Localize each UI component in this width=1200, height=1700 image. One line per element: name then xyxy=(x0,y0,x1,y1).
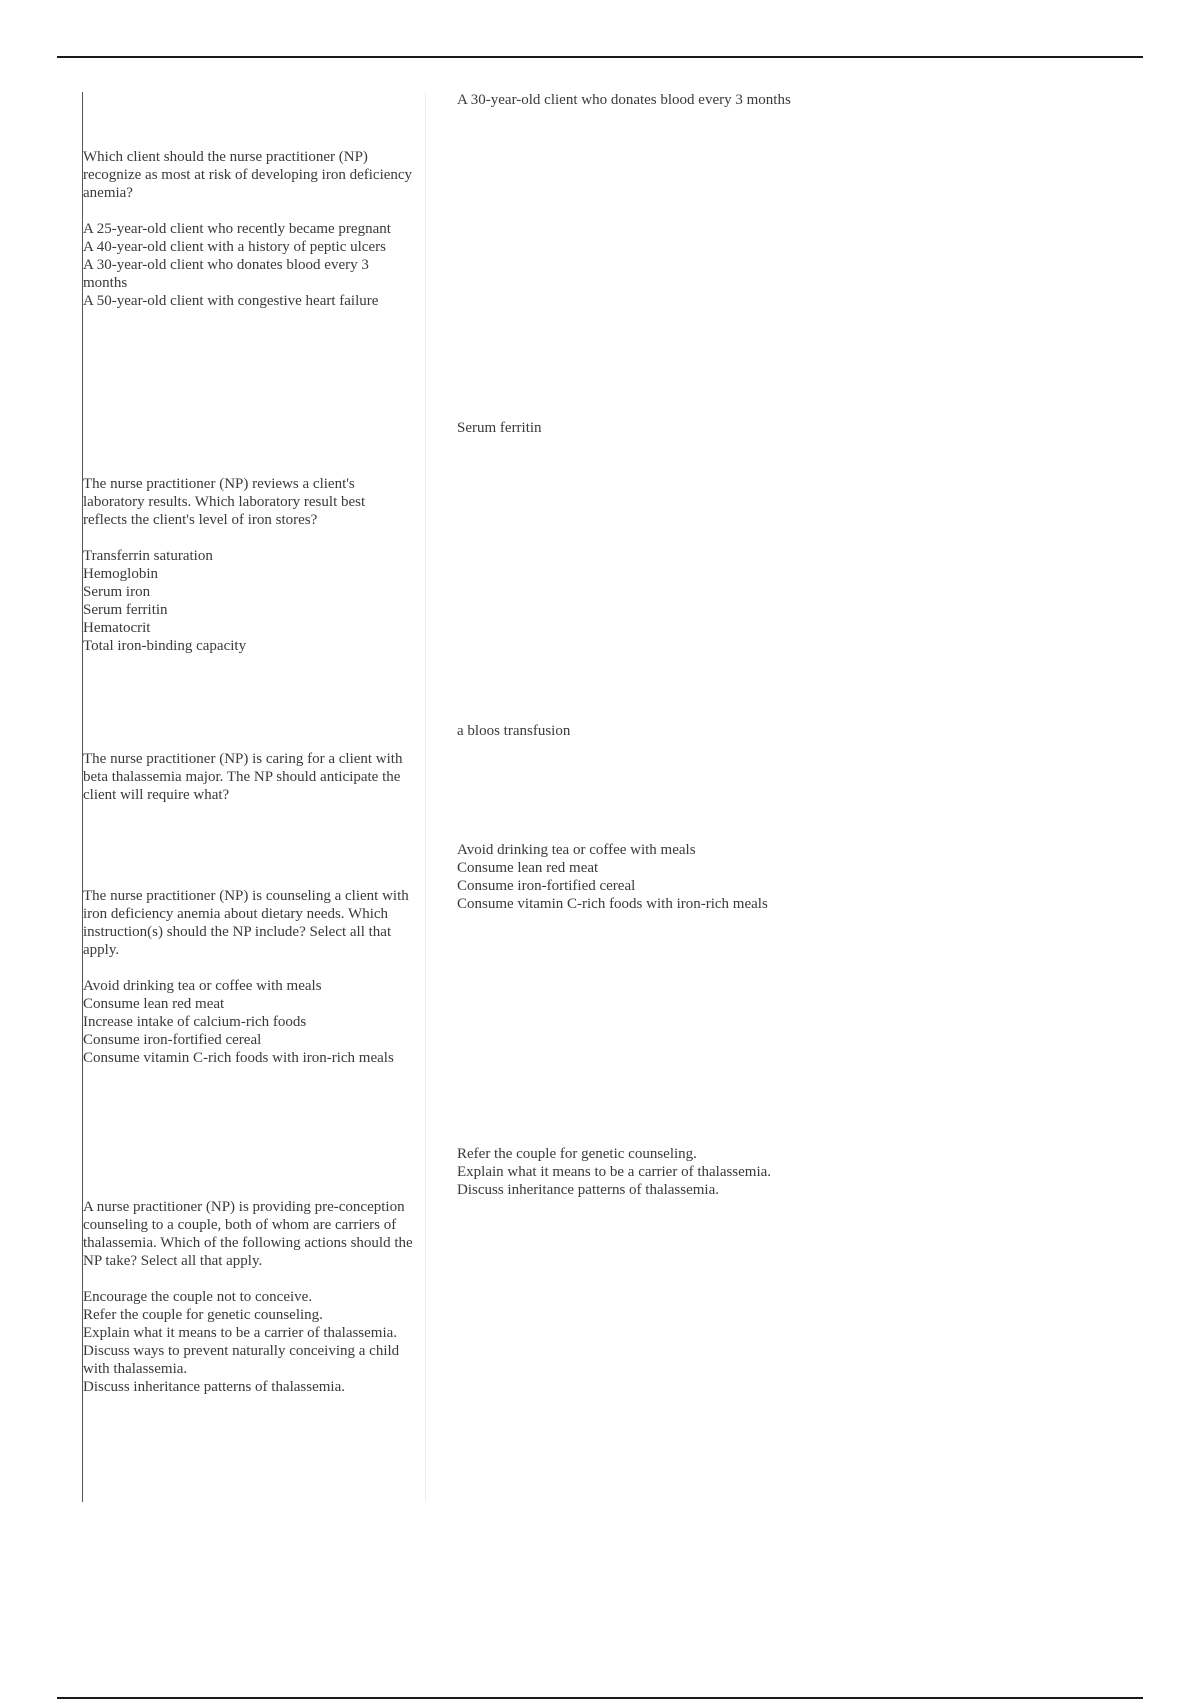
option-item: Serum ferritin xyxy=(83,602,168,618)
option-item: Consume vitamin C-rich foods with iron-rich meals xyxy=(83,1050,394,1066)
option-item: Increase intake of calcium-rich foods xyxy=(83,1014,307,1030)
answer-line: a bloos transfusion xyxy=(457,723,571,739)
answer-block-3 xyxy=(457,722,877,740)
answer-line: Explain what it means to be a carrier of thalassemia. xyxy=(457,1164,772,1180)
question-text: The nurse practitioner (NP) is counseling a client with iron deficiency anemia about dietary needs. Which instruction(s) should the NP include? Select all that apply. xyxy=(83,888,409,958)
answer-line: Consume lean red meat xyxy=(457,860,599,876)
option-item: Total iron-binding capacity xyxy=(83,638,247,654)
option-item: A 50-year-old client with congestive heart failure xyxy=(83,293,379,309)
question-block-5 xyxy=(83,1198,413,1396)
answer-line: A 30-year-old client who donates blood every 3 months xyxy=(457,92,791,108)
header-rule xyxy=(57,56,1143,58)
option-item: A 40-year-old client with a history of peptic ulcers xyxy=(83,239,386,255)
question-text: The nurse practitioner (NP) reviews a client's laboratory results. Which laboratory result best reflects the client's level of iron stores? xyxy=(83,476,366,528)
option-item: Discuss inheritance patterns of thalassemia. xyxy=(83,1379,346,1395)
question-block-1 xyxy=(83,148,413,310)
answer-line: Discuss inheritance patterns of thalassemia. xyxy=(457,1182,720,1198)
question-text: A nurse practitioner (NP) is providing pre-conception counseling to a couple, both of whom are carriers of thalassemia. Which of the following actions should the NP take? Select all that apply. xyxy=(83,1199,413,1269)
question-text: Which client should the nurse practitioner (NP) recognize as most at risk of developing iron deficiency anemia? xyxy=(83,149,413,201)
answer-block-5 xyxy=(457,1145,877,1199)
option-item: Explain what it means to be a carrier of thalassemia. xyxy=(83,1325,398,1341)
option-item: Discuss ways to prevent naturally conceiving a child with thalassemia. xyxy=(83,1343,400,1377)
option-item: Hemoglobin xyxy=(83,566,158,582)
question-text: The nurse practitioner (NP) is caring for a client with beta thalassemia major. The NP should anticipate the client will require what? xyxy=(83,751,403,803)
option-item: A 25-year-old client who recently became pregnant xyxy=(83,221,391,237)
option-item: A 30-year-old client who donates blood every 3 months xyxy=(83,257,369,291)
column-separator xyxy=(425,92,426,1502)
answer-line: Consume vitamin C-rich foods with iron-rich meals xyxy=(457,896,768,912)
footer-rule xyxy=(57,1697,1143,1699)
option-item: Encourage the couple not to conceive. xyxy=(83,1289,313,1305)
answer-block-1 xyxy=(457,91,877,109)
answer-line: Refer the couple for genetic counseling. xyxy=(457,1146,697,1162)
answer-line: Serum ferritin xyxy=(457,420,542,436)
answer-block-2 xyxy=(457,419,877,437)
answer-block-4 xyxy=(457,841,877,913)
option-item: Hematocrit xyxy=(83,620,151,636)
option-item: Refer the couple for genetic counseling. xyxy=(83,1307,323,1323)
answer-line: Consume iron-fortified cereal xyxy=(457,878,636,894)
option-item: Transferrin saturation xyxy=(83,548,213,564)
option-item: Serum iron xyxy=(83,584,151,600)
question-block-4 xyxy=(83,887,413,1067)
answer-line: Avoid drinking tea or coffee with meals xyxy=(457,842,696,858)
option-item: Consume lean red meat xyxy=(83,996,225,1012)
option-item: Consume iron-fortified cereal xyxy=(83,1032,262,1048)
option-item: Avoid drinking tea or coffee with meals xyxy=(83,978,322,994)
question-block-3 xyxy=(83,750,413,822)
question-block-2 xyxy=(83,475,413,655)
